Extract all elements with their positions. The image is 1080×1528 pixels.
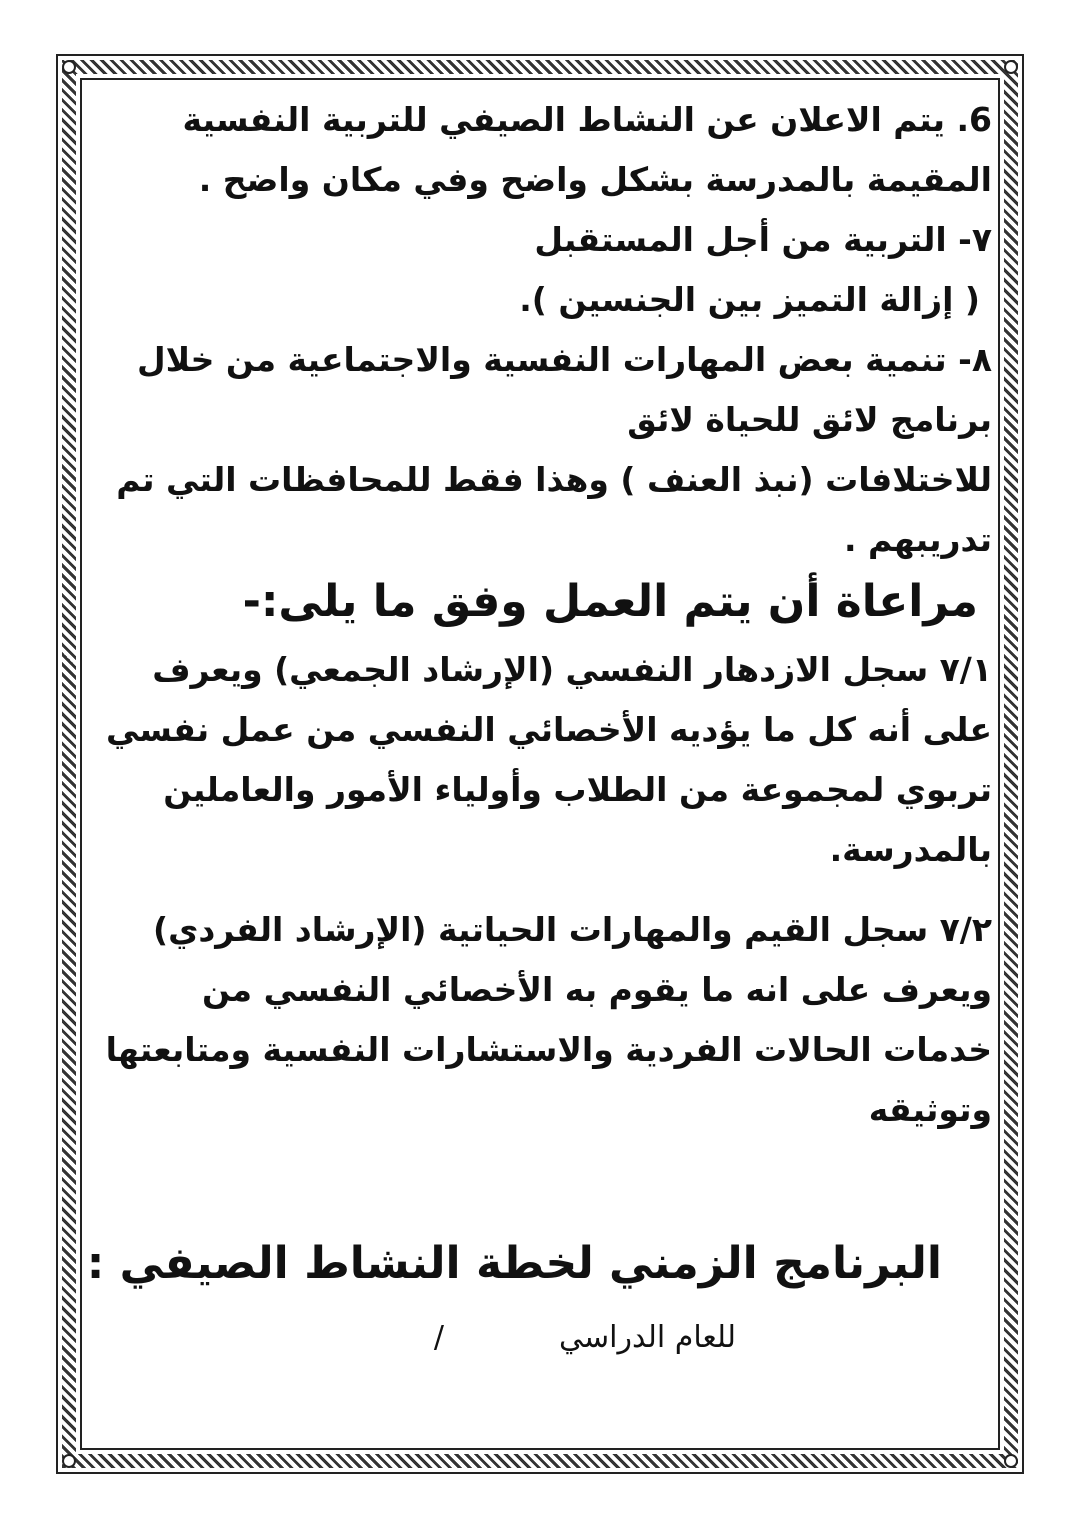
schedule-heading: البرنامج الزمني لخطة النشاط الصيفي : [86,1238,942,1289]
corner-ornament-icon [1004,60,1018,74]
text-line: بالمدرسة. [829,830,992,869]
text-line: ٧- التربية من أجل المستقبل [534,220,992,259]
academic-year-label: للعام الدراسي [559,1320,736,1355]
text-line: المقيمة بالمدرسة بشكل واضح وفي مكان واضح . [198,160,992,199]
text-line: ٧/٢ سجل القيم والمهارات الحياتية (الإرشاد الفردي) [153,910,992,949]
text-line: على أنه كل ما يؤديه الأخصائي النفسي من عمل نفسي [105,710,992,749]
text-line: خدمات الحالات الفردية والاستشارات النفسية ومتابعتها [105,1030,992,1069]
text-line: برنامج لائق للحياة لائق [627,400,992,439]
text-line: ٨- تنمية بعض المهارات النفسية والاجتماعية من خلال [136,340,992,379]
text-line: تدريبهم . [843,520,992,559]
text-line: 6. يتم الاعلان عن النشاط الصيفي للتربية النفسية [182,100,992,139]
text-line: للاختلافات (نبذ العنف ) وهذا فقط للمحافظات التي تم [116,460,992,499]
corner-ornament-icon [62,60,76,74]
text-line: ٧/١ سجل الازدهار النفسي (الإرشاد الجمعي) ويعرف [152,650,992,689]
text-line: ( إزالة التميز بين الجنسين ). [519,280,980,319]
corner-ornament-icon [1004,1454,1018,1468]
academic-year-separator: / [433,1320,444,1355]
corner-ornament-icon [62,1454,76,1468]
section-heading: مراعاة أن يتم العمل وفق ما يلى:- [242,576,978,627]
text-line: ويعرف على انه ما يقوم به الأخصائي النفسي من [201,970,992,1009]
text-line: وتوثيقه [868,1090,992,1129]
text-line: تربوي لمجموعة من الطلاب وأولياء الأمور والعاملين [163,770,992,809]
